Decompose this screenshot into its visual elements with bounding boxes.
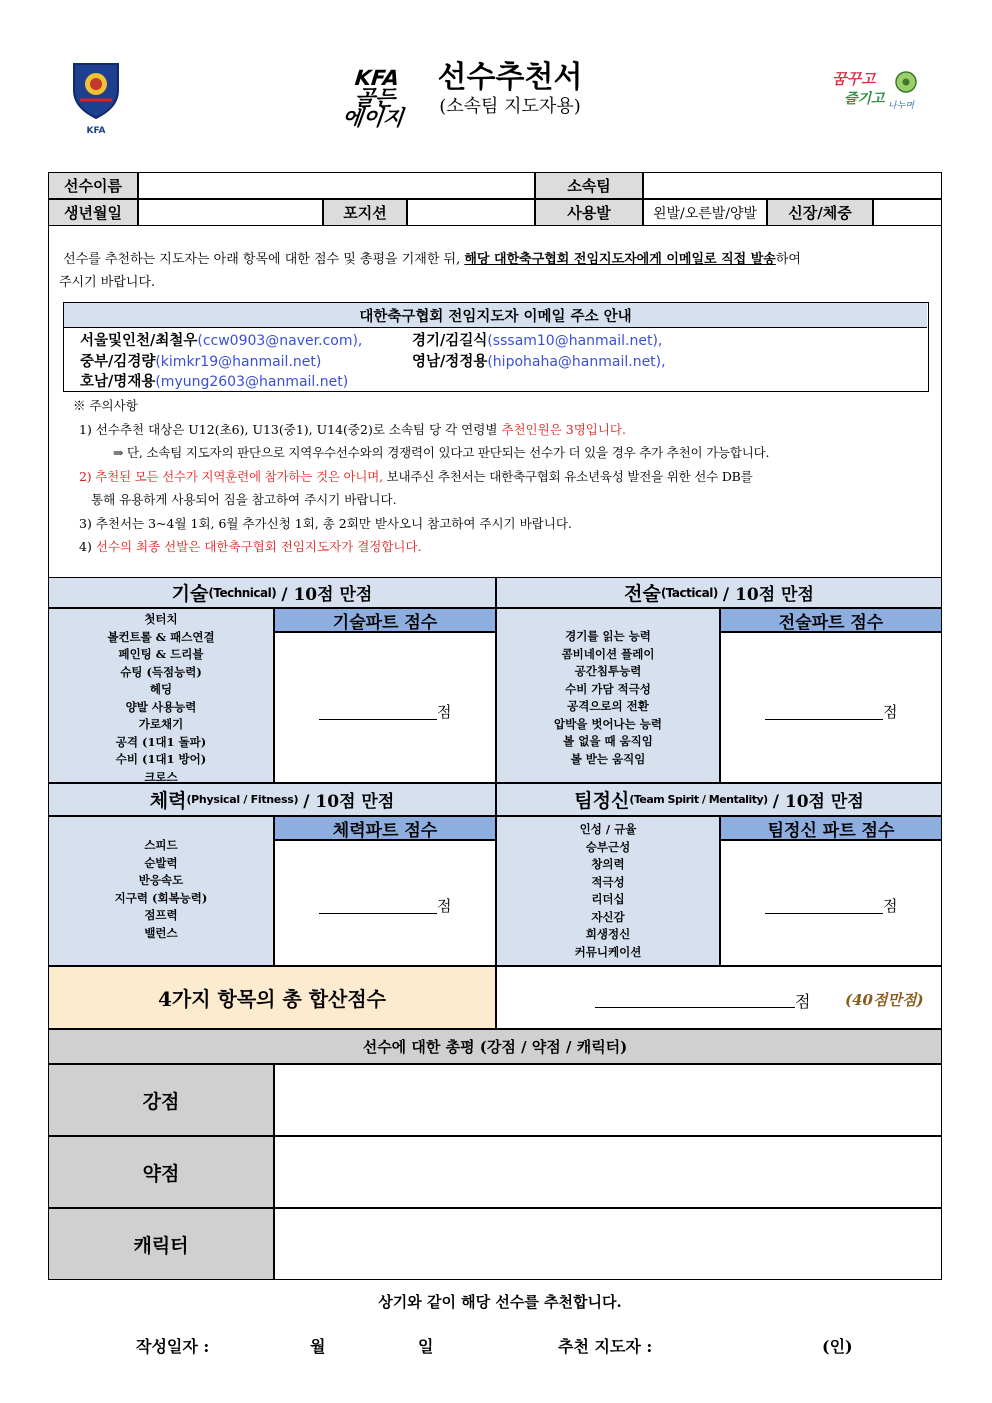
team-spirit-item: 창의력 [591, 857, 625, 871]
team-spirit-item: 리더십 [591, 892, 625, 906]
character-field[interactable] [274, 1208, 942, 1280]
email-entry [412, 329, 662, 350]
soccer-ball-icon [894, 70, 918, 94]
team-spirit-title-suffix: / 10점 만점 [772, 792, 864, 812]
weaknesses-field[interactable] [274, 1136, 942, 1208]
recommendation-statement: 상기와 같이 해당 선수를 추천합니다. [378, 1293, 622, 1311]
intro-text-emphasis: 해당 대한축구협회 전임지도자에게 이메일로 직접 발송 [464, 252, 776, 267]
note-1-highlight: 추천인원은 3명입니다. [501, 421, 626, 437]
total-label: 4가지 항목의 총 합산점수 [48, 966, 496, 1029]
technical-item: 양발 사용능력 [125, 699, 197, 714]
team-spirit-title-en: (Team Spirit / Mentality) [629, 793, 768, 806]
weaknesses-label: 약점 [48, 1136, 274, 1208]
tactical-item: 콤비네이션 플레이 [561, 646, 655, 661]
tactical-item: 볼 없을 때 움직임 [563, 734, 653, 748]
birth-date-field[interactable] [138, 199, 323, 226]
intro-text-line2: 주시기 바랍니다. [59, 275, 156, 290]
strengths-label: 강점 [48, 1064, 274, 1136]
email-region: 서울및인천/최철우 [80, 332, 198, 349]
team-spirit-title-kr: 팀정신 [574, 790, 630, 812]
tactical-score-header: 전술파트 점수 [720, 608, 942, 632]
technical-title [48, 577, 496, 608]
email-region: 중부/김경량 [80, 353, 156, 370]
golden-age-logo-line1: KFA [353, 66, 401, 90]
date-month-label: 월 [310, 1337, 326, 1356]
technical-item: 수비 (1대1 방어) [115, 752, 207, 766]
tactical-score-unit: 점 [883, 703, 898, 721]
technical-title-en: (Technical) [208, 585, 277, 600]
height-weight-field[interactable] [873, 199, 942, 226]
email-region: 경기/김길식 [412, 332, 488, 349]
page-subtitle: (소속팀 지도자용) [439, 96, 581, 117]
coach-label: 추천 지도자 : [558, 1337, 653, 1356]
date-day-label: 일 [418, 1337, 434, 1356]
seal-mark: (인) [822, 1337, 853, 1356]
golden-age-logo-line3: 에이지 [341, 106, 405, 130]
note-1 [73, 418, 935, 442]
tactical-items [496, 608, 720, 783]
character-label: 캐릭터 [48, 1208, 274, 1280]
technical-item: 크로스 [144, 769, 178, 784]
note-3: 3) 추천서는 3~4월 1회, 6월 추가신청 1회, 총 2회만 받사오니 참고하여 주시기 바랍니다. [79, 515, 572, 531]
team-spirit-score-header: 팀정신 파트 점수 [720, 816, 942, 840]
email-entry [80, 329, 362, 350]
tactical-item: 수비 가담 적극성 [565, 681, 651, 696]
instructions-block [48, 226, 942, 578]
physical-title-kr: 체력 [149, 790, 187, 812]
right-logo-line1: 꿈꾸고 [832, 70, 876, 88]
dream-play-share-logo [830, 68, 930, 118]
note-4 [73, 535, 935, 559]
note-1-sub: ⇒ 단, 소속팀 지도자의 판단으로 지역우수선수와의 경쟁력이 있다고 판단되는 선수가 더 있을 경우 추가 추천이 가능합니다. [113, 445, 770, 460]
email-entry [412, 350, 666, 371]
right-logo-line3: 나누며 [888, 101, 915, 111]
total-score-unit: 점 [795, 992, 811, 1011]
review-header: 선수에 대한 총평 (강점 / 약점 / 캐릭터) [48, 1029, 942, 1064]
tactical-item: 경기를 읽는 능력 [565, 629, 651, 643]
tactical-item: 공간침투능력 [574, 664, 642, 678]
team-spirit-item: 인성 / 규율 [579, 822, 637, 836]
technical-title-suffix: / 10점 만점 [281, 585, 373, 605]
player-name-label: 선수이름 [48, 172, 138, 199]
note-1-text: 1) 선수추천 대상은 U12(초6), U13(중1), U14(중2)로 소속팀 당 각 연령별 [79, 421, 498, 437]
position-label: 포지션 [323, 199, 407, 226]
note-4-number: 4) [79, 539, 92, 554]
right-logo-line2: 즐기고 [844, 91, 885, 107]
email-address[interactable]: (ccw0903@naver.com), [197, 333, 363, 349]
tactical-title-en: (Tactical) [660, 585, 718, 600]
review-table [48, 1029, 942, 1280]
kfa-emblem-label: KFA [86, 126, 106, 136]
email-address[interactable]: (hipohaha@hanmail.net), [487, 354, 666, 370]
team-spirit-item: 적극성 [591, 874, 625, 889]
technical-item: 볼컨트롤 & 패스연결 [107, 629, 215, 644]
notes-heading: ※ 주의사항 [73, 398, 138, 413]
technical-item: 헤딩 [149, 682, 173, 696]
tactical-score-field[interactable] [720, 632, 942, 783]
physical-score-unit: 점 [437, 897, 452, 915]
birth-date-label: 생년월일 [48, 199, 138, 226]
team-spirit-item: 자신감 [591, 909, 625, 924]
physical-title-suffix: / 10점 만점 [303, 792, 395, 812]
intro-text [59, 248, 935, 294]
note-4-highlight: 선수의 최종 선발은 대한축구협회 전임지도자가 결정합니다. [95, 539, 422, 554]
physical-score-field[interactable] [274, 840, 496, 966]
foot-options[interactable]: 왼발/오른발/양발 [643, 199, 767, 226]
tactical-title-kr: 전술 [624, 583, 661, 605]
technical-items [48, 608, 274, 783]
team-spirit-items [496, 816, 720, 966]
team-spirit-score-field[interactable] [720, 840, 942, 966]
technical-score-header: 기술파트 점수 [274, 608, 496, 632]
team-spirit-score-unit: 점 [883, 897, 898, 915]
kfa-emblem [70, 60, 122, 120]
team-spirit-item: 커뮤니케이션 [574, 944, 642, 959]
email-address[interactable]: (kimkr19@hanmail.net) [155, 354, 322, 370]
note-2-highlight: 2) 추천된 모든 선수가 지역훈련에 참가하는 것은 아니며, [79, 468, 383, 484]
email-region: 영남/정정용 [412, 353, 488, 370]
foot-label: 사용발 [535, 199, 643, 226]
physical-item: 반응속도 [138, 873, 184, 887]
note-2 [73, 465, 935, 489]
team-spirit-item: 희생정신 [585, 927, 631, 941]
technical-title-kr: 기술 [171, 583, 209, 605]
email-box [63, 302, 929, 392]
total-score-field[interactable] [496, 966, 942, 1029]
physical-title [48, 783, 496, 816]
intro-text-end: 하여 [775, 252, 801, 267]
team-field[interactable] [643, 172, 942, 199]
height-weight-label: 신장/체중 [767, 199, 873, 226]
email-box-title: 대한축구협회 전임지도자 이메일 주소 안내 [64, 303, 927, 328]
technical-item: 가로채기 [138, 717, 184, 731]
total-score-max: (40점만점) [845, 991, 924, 1009]
physical-title-en: (Physical / Fitness) [186, 793, 299, 806]
physical-item: 순발력 [144, 855, 178, 870]
technical-item: 페인팅 & 드리블 [118, 647, 204, 661]
technical-score-field[interactable] [274, 632, 496, 783]
technical-score-unit: 점 [437, 703, 452, 721]
tactical-title-suffix: / 10점 만점 [722, 585, 814, 605]
note-2-line2: 통해 유용하게 사용되어 짐을 참고하여 주시기 바랍니다. [91, 492, 397, 507]
tactical-item: 공격으로의 전환 [567, 699, 649, 713]
technical-item: 첫터치 [144, 612, 178, 626]
golden-age-logo-line2: 골든 [353, 86, 397, 110]
physical-items [48, 816, 274, 966]
player-info-table [48, 172, 942, 226]
position-field[interactable] [407, 199, 535, 226]
team-spirit-title [496, 783, 942, 816]
technical-item: 공격 (1대1 돌파) [115, 734, 207, 749]
email-entry [80, 370, 348, 391]
tactical-item: 볼 받는 움직임 [570, 751, 646, 766]
intro-text-start: 선수를 추천하는 지도자는 아래 항목에 대한 점수 및 총평을 기재한 뒤, [63, 252, 461, 267]
physical-item: 밸런스 [144, 925, 178, 940]
physical-score-header: 체력파트 점수 [274, 816, 496, 840]
player-name-field[interactable] [138, 172, 535, 199]
evaluation-grid [48, 577, 942, 966]
page-title: 선수추천서 [437, 60, 583, 95]
tactical-item: 압박을 벗어나는 능력 [554, 716, 662, 731]
date-label: 작성일자 : [136, 1337, 210, 1356]
team-label: 소속팀 [535, 172, 643, 199]
team-spirit-item: 승부근성 [585, 839, 631, 854]
total-row [48, 966, 942, 1029]
note-2-text: 보내주신 추천서는 대한축구협회 유소년육성 발전을 위한 선수 DB를 [386, 468, 753, 484]
tactical-title [496, 577, 942, 608]
physical-item: 점프력 [144, 908, 178, 922]
physical-item: 스피드 [144, 838, 178, 852]
physical-item: 지구력 (회복능력) [114, 890, 208, 905]
email-address[interactable]: (myung2603@hanmail.net) [155, 374, 349, 390]
strengths-field[interactable] [274, 1064, 942, 1136]
notes [73, 394, 935, 559]
email-region: 호남/명재용 [80, 373, 156, 390]
email-entry [80, 350, 321, 371]
email-address[interactable]: (sssam10@hanmail.net), [487, 333, 663, 349]
technical-item: 슈팅 (득점능력) [120, 664, 202, 679]
